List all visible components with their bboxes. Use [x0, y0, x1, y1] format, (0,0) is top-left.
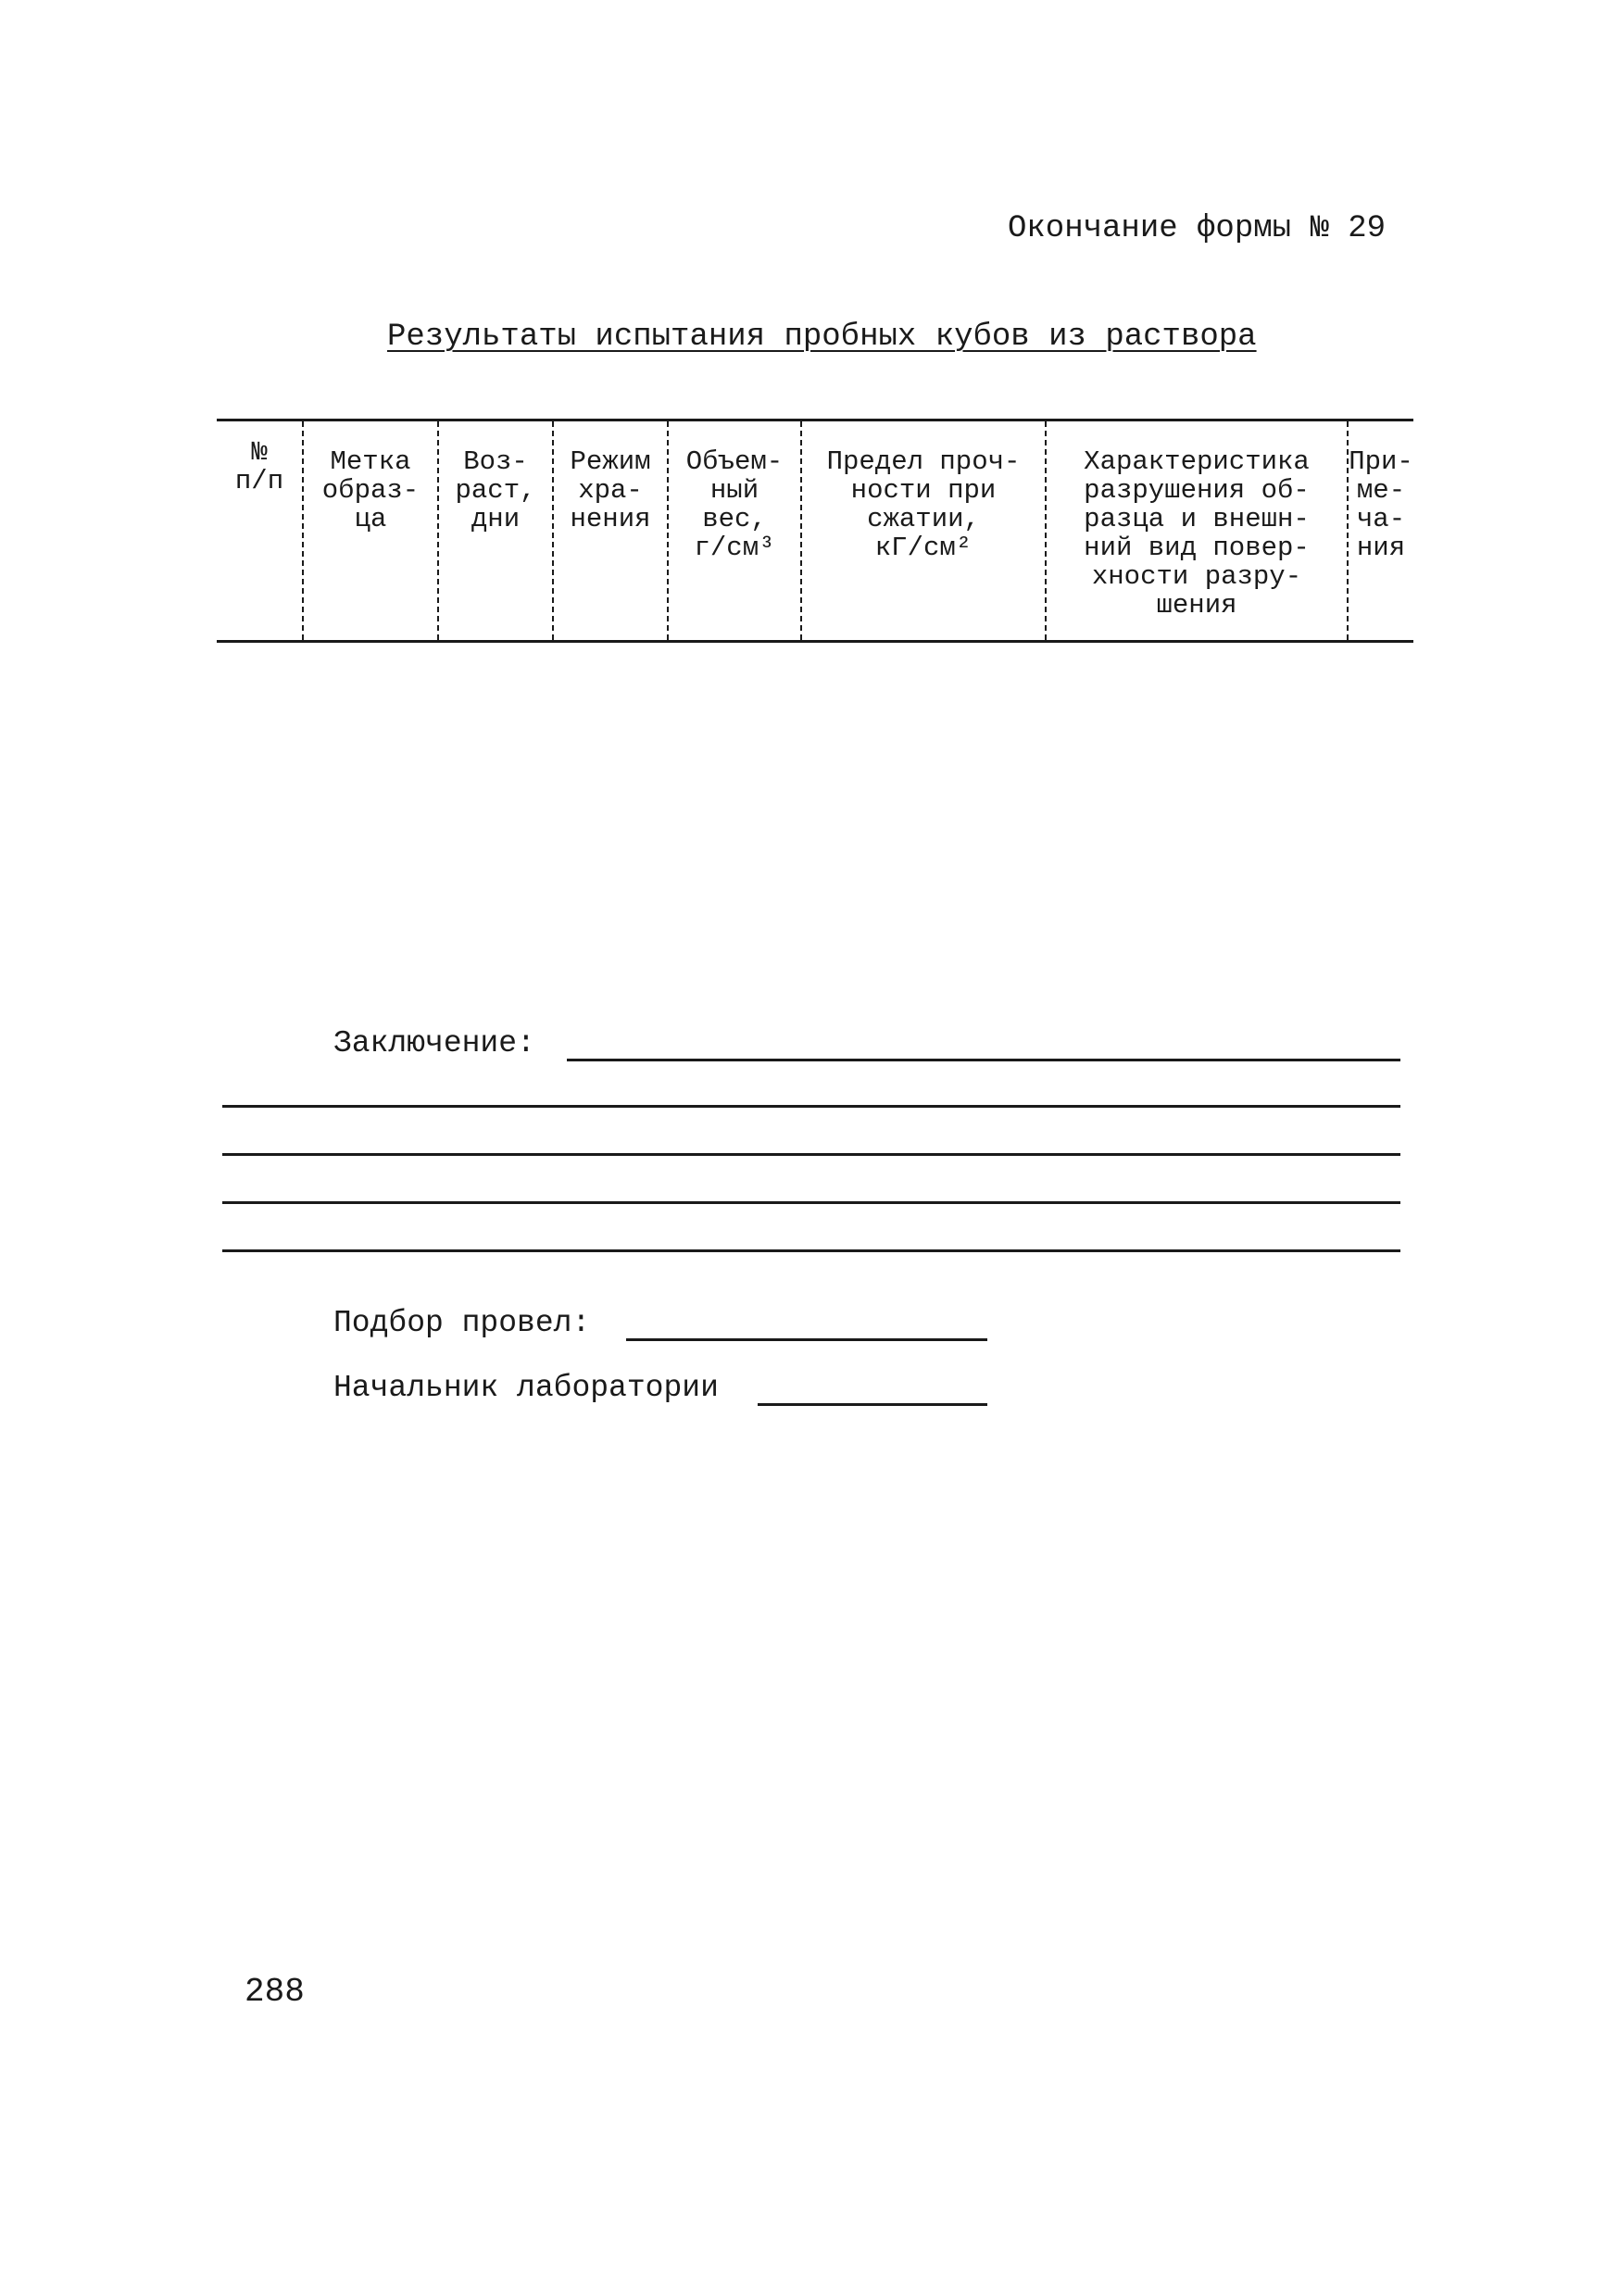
conclusion-line — [222, 1201, 1400, 1204]
conclusion-label: Заключение: — [333, 1026, 535, 1060]
column-header-failure-characteristic: Характеристика разрушения об- разца и внешн- ний вид повер- хности разру- шения — [1045, 421, 1347, 640]
selection-by-label: Подбор провел: — [333, 1306, 591, 1340]
lab-head-signature-line — [758, 1403, 987, 1406]
conclusion-line — [222, 1153, 1400, 1156]
lab-head-label: Начальник лаборатории — [333, 1371, 719, 1405]
column-header-bulk-density: Объем- ный вес, г/см³ — [667, 421, 800, 640]
column-header-number: № п/п — [234, 437, 284, 496]
form-continuation-note: Окончание формы № 29 — [1008, 211, 1387, 246]
column-header-compressive-strength: Предел проч- ности при сжатии, кГ/см² — [800, 421, 1045, 640]
column-header-sample-mark: Метка образ- ца — [302, 421, 437, 640]
conclusion-line — [567, 1059, 1400, 1061]
document-title: Результаты испытания пробных кубов из раствора — [387, 320, 1257, 355]
results-table — [217, 419, 1413, 643]
column-header-age: Воз- раст, дни — [437, 421, 552, 640]
column-header-storage-mode: Режим хра- нения — [552, 421, 667, 640]
conclusion-line — [222, 1249, 1400, 1252]
column-header-notes: При- ме- ча- ния — [1347, 421, 1413, 640]
conclusion-line — [222, 1105, 1400, 1108]
selection-by-signature-line — [626, 1338, 987, 1341]
page-number: 288 — [245, 1973, 305, 2011]
